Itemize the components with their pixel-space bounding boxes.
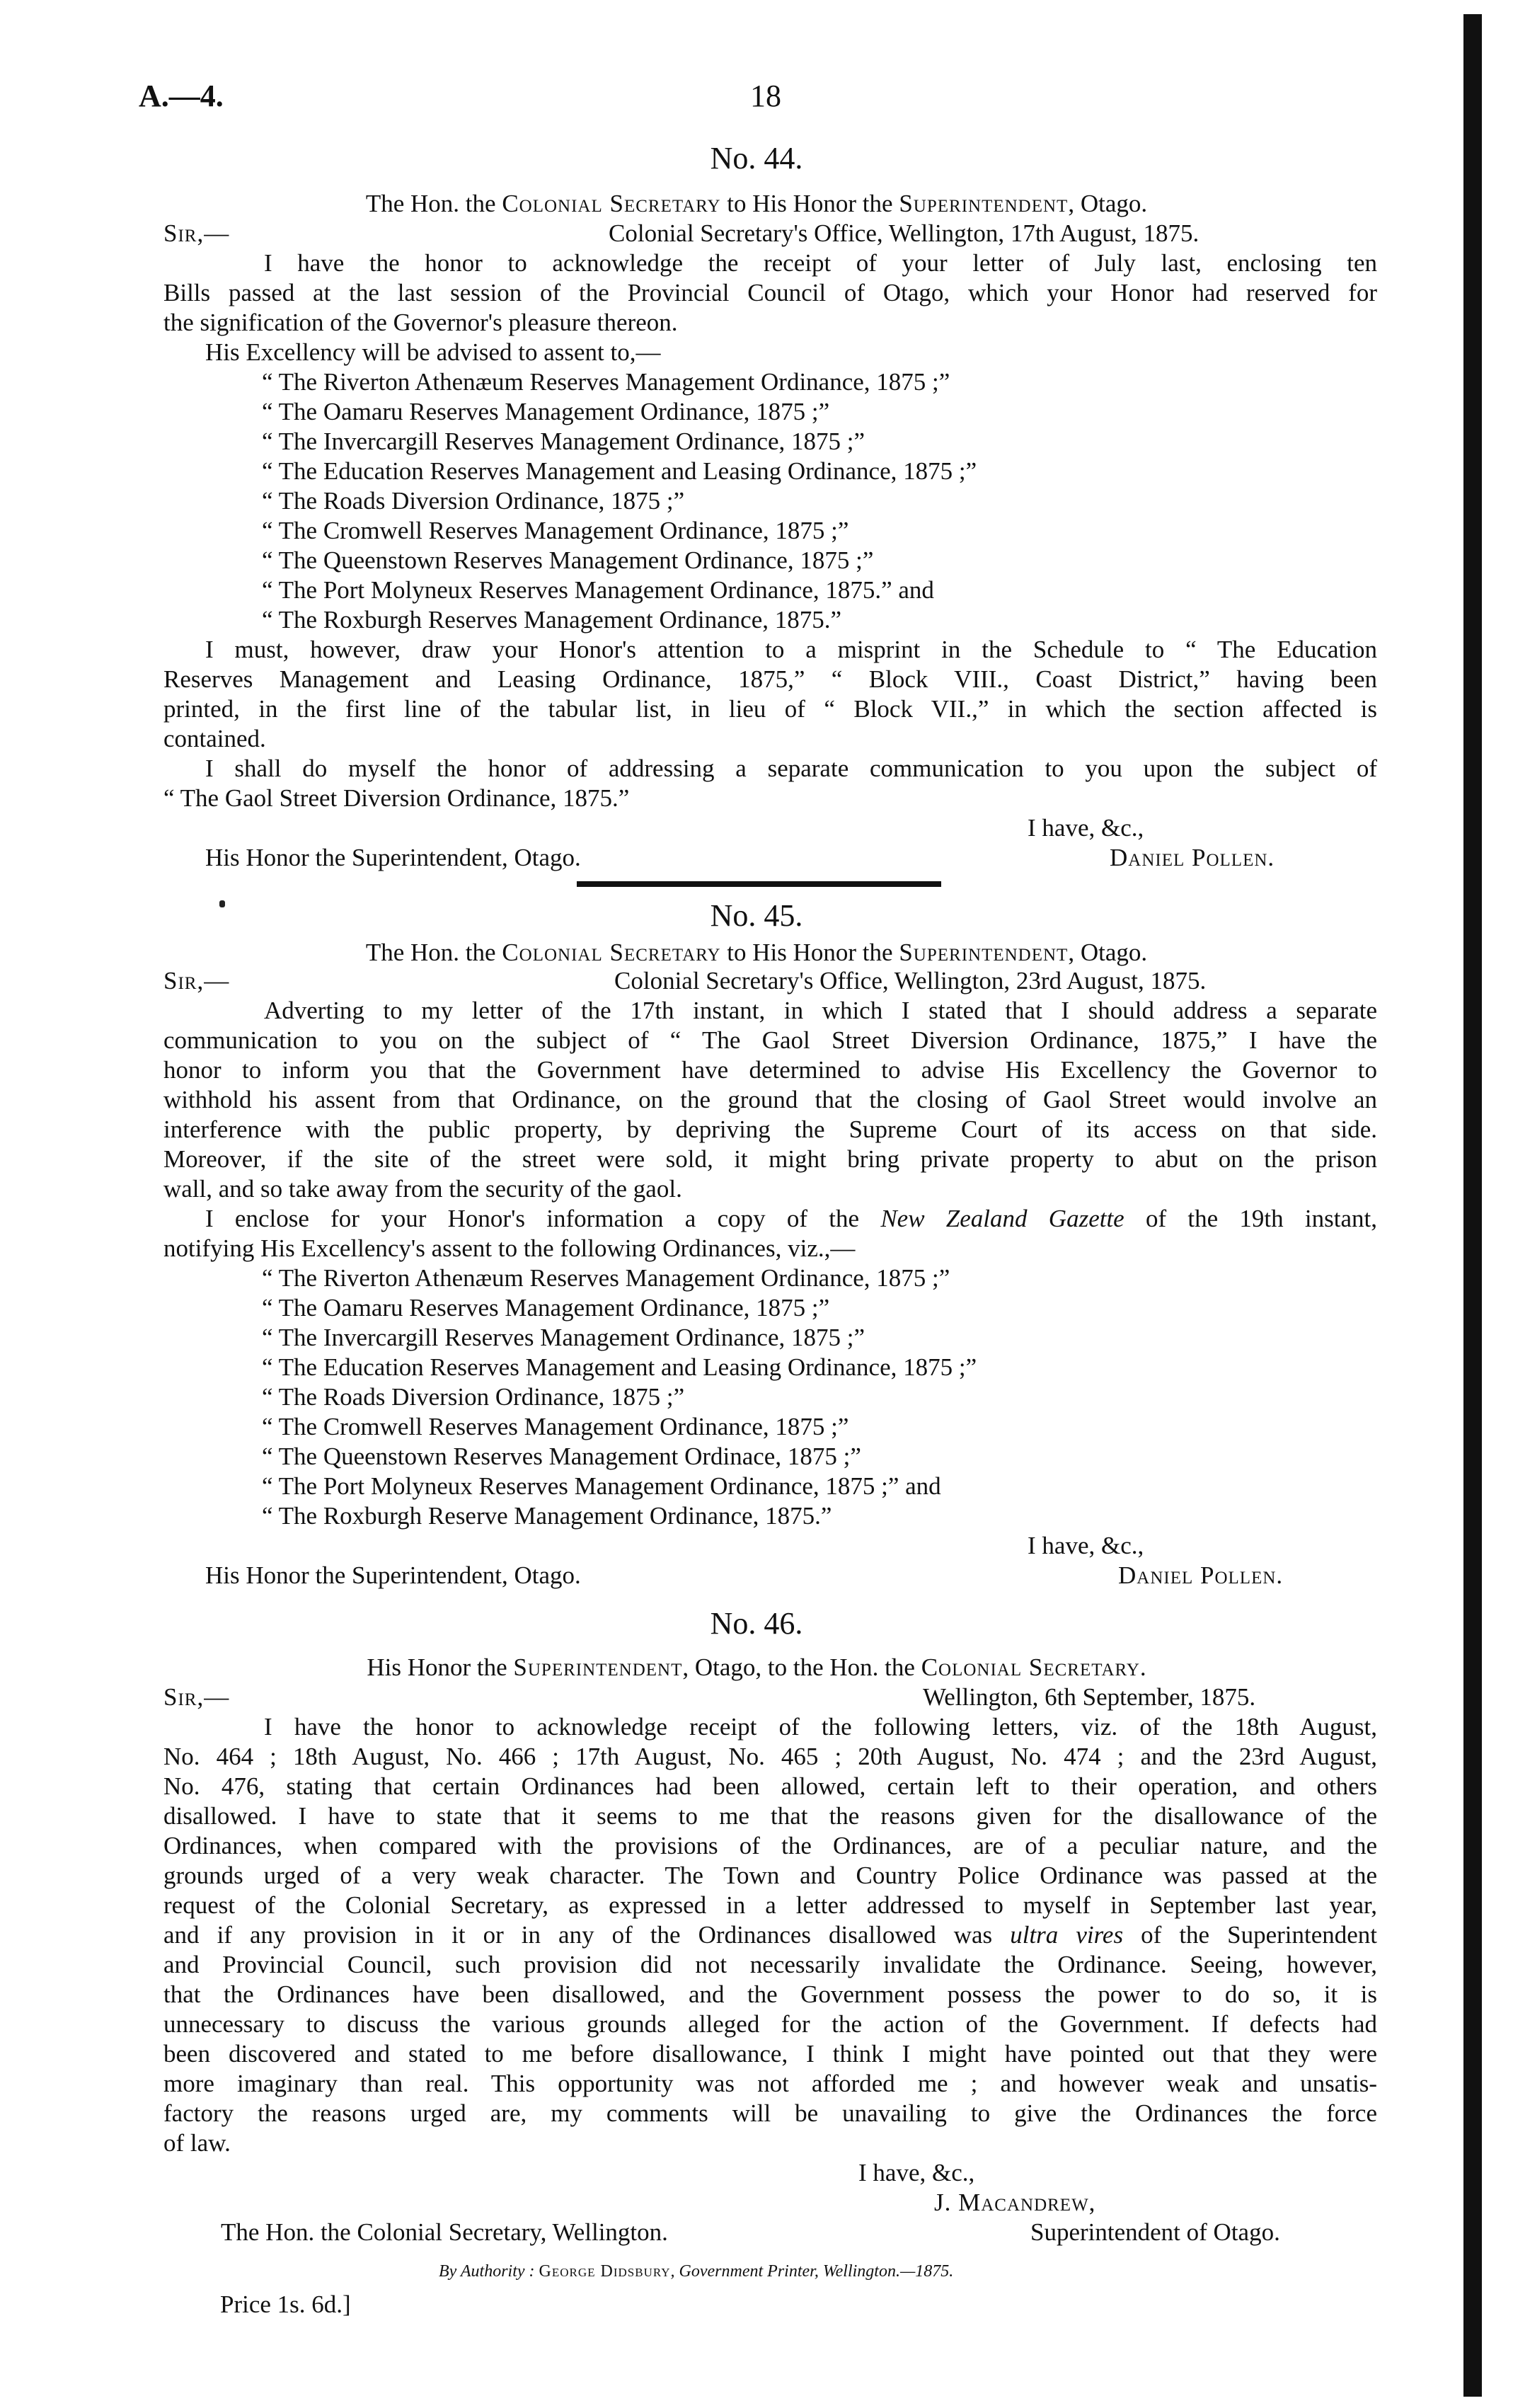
letter-45-heading: The Hon. the Colonial Secretary to His Honor the Superintendent, Otago.: [365, 939, 1148, 966]
paper-reference: A.—4.: [139, 79, 224, 113]
letter-44-list-item: “ The Education Reserves Management and Leasing Ordinance, 1875 ;”: [262, 457, 977, 485]
letter-45-list-item: “ The Port Molyneux Reserves Management Ordinance, 1875 ;” and: [262, 1472, 941, 1500]
letter-44-body-line: I must, however, draw your Honor's attention to a misprint in the Schedule to “ The Education: [205, 636, 1377, 663]
letter-46-body-line: and if any provision in it or in any of the Ordinances disallowed was ultra vires of the Superintendent: [163, 1921, 1378, 1949]
letter-46-body-line: factory the reasons urged are, my comments will be unavailing to give the Ordinances the force: [163, 2099, 1377, 2127]
letter-44-list-item: “ The Riverton Athenæum Reserves Management Ordinance, 1875 ;”: [262, 368, 950, 396]
letter-44-list-item: “ The Port Molyneux Reserves Management Ordinance, 1875.” and: [262, 576, 934, 604]
letter-44-list-item: “ The Queenstown Reserves Management Ordinance, 1875 ;”: [262, 546, 874, 574]
letter-45-body-line: notifying His Excellency's assent to the following Ordinances, viz.,—: [163, 1234, 856, 1262]
letter-44-list-item: “ The Oamaru Reserves Management Ordinance, 1875 ;”: [262, 398, 830, 425]
letter-46-closing: I have, &c.,: [858, 2159, 975, 2186]
letter-44-body-line: contained.: [163, 725, 266, 752]
letter-46-body-line: been discovered and stated to me before disallowance, I think I might have pointed out that they were: [163, 2040, 1377, 2068]
letter-46-title: Superintendent of Otago.: [1030, 2218, 1280, 2246]
letter-44-list-item: “ The Invercargill Reserves Management Ordinance, 1875 ;”: [262, 428, 865, 455]
letter-45-signature: Daniel Pollen.: [1118, 1561, 1284, 1589]
letter-46-addressee: The Hon. the Colonial Secretary, Wellington.: [221, 2218, 668, 2246]
letter-44-list-item: “ The Roads Diversion Ordinance, 1875 ;”: [262, 487, 685, 515]
letter-45-body-line: withhold his assent from that Ordinance, on the ground that the closing of Gaol Street would involve an: [163, 1086, 1377, 1113]
letter-45-list-item: “ The Education Reserves Management and Leasing Ordinance, 1875 ;”: [262, 1353, 977, 1381]
letter-46-body-line: disallowed. I have to state that it seems to me that the reasons given for the disallowance of the: [163, 1802, 1377, 1830]
letter-46-body-line: that the Ordinances have been disallowed, and the Government possess the power to do so, it is: [163, 1980, 1377, 2008]
letter-44-body-line: the signification of the Governor's pleasure thereon.: [163, 309, 678, 336]
letter-46-salutation: Sir,—: [163, 1683, 230, 1711]
price-note: Price 1s. 6d.]: [220, 2291, 351, 2318]
letter-46-body-line: grounds urged of a very weak character. The Town and Country Police Ordinance was passed at the: [163, 1862, 1377, 1889]
letter-45-list-item: “ The Oamaru Reserves Management Ordinance, 1875 ;”: [262, 1294, 830, 1321]
letter-45-salutation: Sir,—: [163, 967, 230, 994]
letter-44-closing: I have, &c.,: [1028, 814, 1144, 842]
letter-44-body-line: I shall do myself the honor of addressing a separate communication to you upon the subject of: [205, 755, 1377, 782]
letter-46-body-line: and Provincial Council, such provision did not necessarily invalidate the Ordinance. Seeing, however,: [163, 1951, 1377, 1978]
letter-45-list-item: “ The Roxburgh Reserve Management Ordinance, 1875.”: [262, 1502, 832, 1530]
letter-44-signature: Daniel Pollen.: [1110, 844, 1275, 871]
letter-45-body-line: Moreover, if the site of the street were sold, it might bring private property to abut on the prison: [163, 1145, 1377, 1173]
letter-44-number: No. 44.: [710, 141, 803, 176]
scan-edge-bar: [1463, 14, 1482, 2397]
letter-46-number: No. 46.: [710, 1606, 803, 1641]
letter-45-body-line: honor to inform you that the Government have determined to advise His Excellency the Governor to: [163, 1056, 1377, 1084]
letter-44-addressee: His Honor the Superintendent, Otago.: [205, 844, 581, 871]
letter-45-body-line: I enclose for your Honor's information a copy of the New Zealand Gazette of the 19th instant,: [205, 1205, 1377, 1232]
letter-45-list-item: “ The Cromwell Reserves Management Ordinance, 1875 ;”: [262, 1413, 849, 1440]
letter-46-signature: J. Macandrew,: [934, 2189, 1096, 2216]
letter-44-list-item: “ The Roxburgh Reserves Management Ordinance, 1875.”: [262, 606, 842, 633]
letter-45-closing: I have, &c.,: [1028, 1532, 1144, 1559]
letter-46-body-line: No. 464 ; 18th August, No. 466 ; 17th August, No. 465 ; 20th August, No. 474 ; and the 23rd August,: [163, 1743, 1377, 1770]
letter-45-body-line: Adverting to my letter of the 17th instant, in which I stated that I should address a separate: [264, 997, 1377, 1024]
letter-46-body-line: No. 476, stating that certain Ordinances had been allowed, certain left to their operation, and others: [163, 1772, 1377, 1800]
printer-imprint: By Authority : George Didsbury, Government Printer, Wellington.—1875.: [439, 2262, 954, 2281]
letter-45-addressee: His Honor the Superintendent, Otago.: [205, 1561, 581, 1589]
letter-44-intro: His Excellency will be advised to assent to,—: [205, 338, 661, 366]
letter-44-body-line: Reserves Management and Leasing Ordinance, 1875,” “ Block VIII., Coast District,” having been: [163, 665, 1377, 693]
letter-46-place-date: Wellington, 6th September, 1875.: [923, 1683, 1256, 1711]
letter-44-salutation: Sir,—: [163, 219, 230, 247]
letter-46-heading: His Honor the Superintendent, Otago, to the Hon. the Colonial Secretary.: [367, 1653, 1146, 1681]
letter-44-body-line: “ The Gaol Street Diversion Ordinance, 1875.”: [163, 784, 630, 812]
letter-46-body-line: unnecessary to discuss the various grounds alleged for the action of the Government. If defects had: [163, 2010, 1377, 2038]
letter-45-list-item: “ The Roads Diversion Ordinance, 1875 ;”: [262, 1383, 685, 1411]
letter-46-body-line: more imaginary than real. This opportunity was not afforded me ; and however weak and unsatis-: [163, 2070, 1377, 2097]
letter-45-place-date: Colonial Secretary's Office, Wellington, 23rd August, 1875.: [614, 967, 1207, 994]
letter-44-body-line: Bills passed at the last session of the Provincial Council of Otago, which your Honor had reserved for: [163, 279, 1377, 306]
letter-45-number: No. 45.: [710, 898, 803, 933]
page-number: 18: [750, 79, 781, 113]
letter-45-body-line: communication to you on the subject of “ The Gaol Street Diversion Ordinance, 1875,” I have the: [163, 1026, 1377, 1054]
letter-44-heading: The Hon. the Colonial Secretary to His Honor the Superintendent, Otago.: [365, 190, 1148, 217]
letter-46-body-line: of law.: [163, 2129, 231, 2157]
letter-46-body-line: I have the honor to acknowledge receipt of the following letters, viz. of the 18th August,: [264, 1713, 1377, 1741]
letter-45-body-line: wall, and so take away from the security of the gaol.: [163, 1175, 682, 1203]
letter-44-list-item: “ The Cromwell Reserves Management Ordinance, 1875 ;”: [262, 517, 849, 544]
letter-45-list-item: “ The Riverton Athenæum Reserves Management Ordinance, 1875 ;”: [262, 1264, 950, 1292]
letter-46-body-line: request of the Colonial Secretary, as expressed in a letter addressed to myself in September last year,: [163, 1891, 1377, 1919]
letter-45-list-item: “ The Invercargill Reserves Management Ordinance, 1875 ;”: [262, 1324, 865, 1351]
letter-44-place-date: Colonial Secretary's Office, Wellington, 17th August, 1875.: [609, 219, 1200, 247]
letter-46-body-line: Ordinances, when compared with the provisions of the Ordinances, are of a peculiar nature, and the: [163, 1832, 1377, 1859]
letter-44-body-line: printed, in the first line of the tabular list, in lieu of “ Block VII.,” in which the section affected is: [163, 695, 1377, 723]
letter-45-list-item: “ The Queenstown Reserves Management Ordinace, 1875 ;”: [262, 1443, 861, 1470]
letter-45-body-line: interference with the public property, by depriving the Supreme Court of its access on that side.: [163, 1116, 1377, 1143]
letter-44-body-line: I have the honor to acknowledge the receipt of your letter of July last, enclosing ten: [264, 249, 1377, 277]
section-divider: [577, 881, 941, 887]
